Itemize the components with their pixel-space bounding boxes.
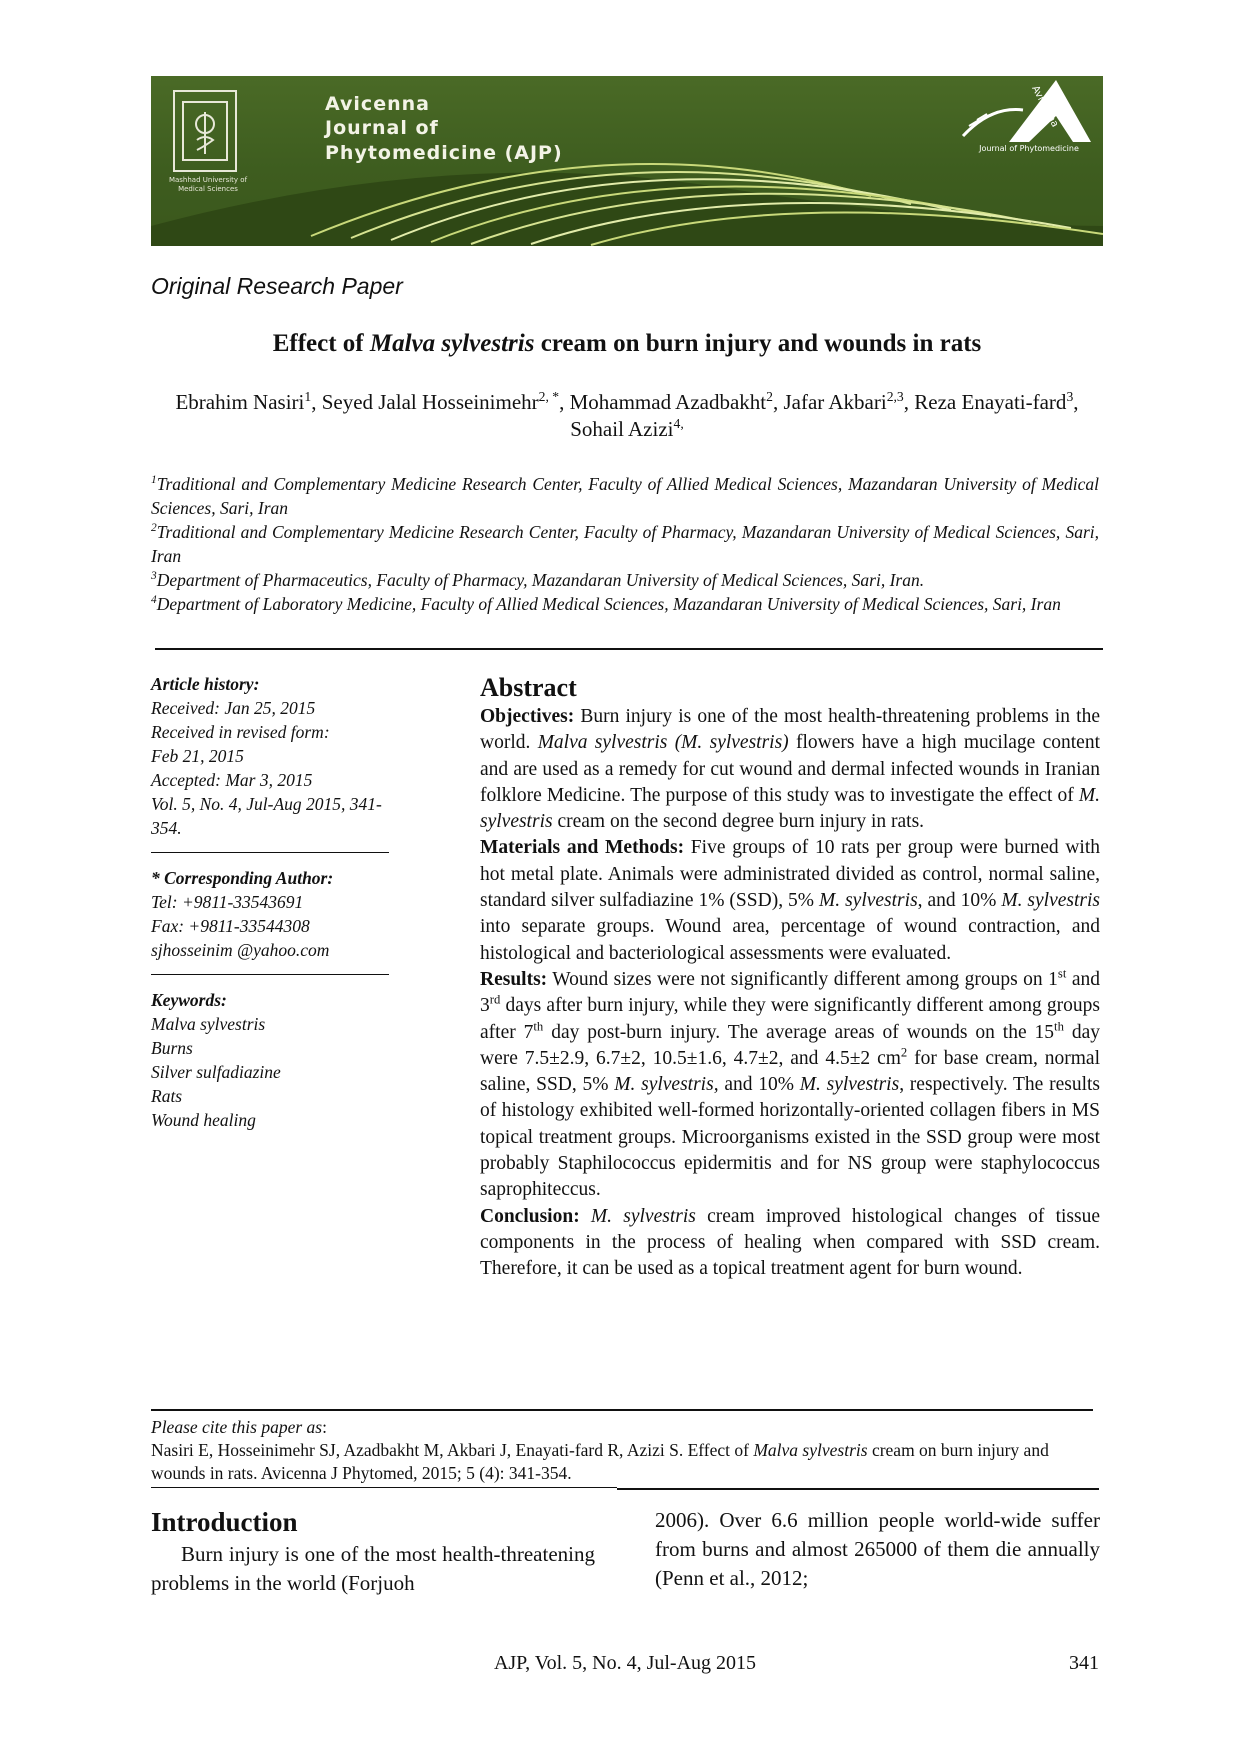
- author: Mohammad Azadbakht: [569, 390, 767, 414]
- abstract-objectives: Objectives: Burn injury is one of the most health-threatening problems in the world. Malva sylvestris (M. sylvestris) flowers have a high mucilage content and are used as a remedy for cut wound and dermal infected wounds in Iranian folklore Medicine. The purpose of this study was to investigate the effect of M. sylvestris cream on the second degree burn injury in rats.: [480, 706, 1101, 833]
- keyword: Rats: [151, 1086, 183, 1106]
- avicenna-vertical-word: Avicenna: [1029, 84, 1061, 130]
- banner-wave-graphic: [151, 76, 1103, 246]
- intro-column-left: Burn injury is one of the most health-threatening problems in the world (Forjuoh: [151, 1542, 595, 1595]
- journal-name-line1: Avicenna: [325, 93, 430, 115]
- journal-logo-caption: Journal of Phytomedicine: [979, 144, 1079, 153]
- author: Ebrahim Nasiri: [175, 390, 305, 414]
- history-line: Vol. 5, No. 4, Jul-Aug 2015, 341-: [151, 794, 382, 814]
- abstract-results: Results: Wound sizes were not significantly different among groups on 1st and 3rd days after burn injury, while they were significantly different among groups after 7th day post-burn injury. The average areas of wounds on the 15th day were 7.5±2.9, 6.7±2, 10.5±1.6, 4.7±2, and 4.5±2 $cm^2$ for base cream, normal saline, SSD, 5% M. sylvestris, and 10% M. sylvestris, respectively. The results of histology exhibited well-formed horizontally-oriented collagen fibers in MS topical treatment groups. Microorganisms existed in the SSD group were most probably Staphilococcus epidermitis and for NS group were staphylococcus saprophiteccus.: [480, 966, 1101, 1201]
- keyword: Wound healing: [151, 1110, 256, 1130]
- history-line: Received in revised form:: [151, 722, 330, 742]
- contact-line: sjhosseinim @yahoo.com: [151, 940, 330, 960]
- author-list: Ebrahim Nasiri$^1$, Seyed Jalal Hosseinimehr$^{2, *}$, Mohammad Azadbakht$^2$, Jafar Akbari$^{2,3}$, Reza Enayati-fard$^3$, Sohail Azizi$^{4,}$: [175, 389, 1079, 441]
- keywords-heading: Keywords:: [151, 990, 227, 1010]
- citation-top-divider: [151, 1409, 1093, 1411]
- citation-bottom-divider-right: [617, 1488, 1099, 1490]
- citation-text: Nasiri E, Hosseinimehr SJ, Azadbakht M, Akbari J, Enayati-fard R, Azizi S. Effect of Malva sylvestris cream on burn injury and wounds in rats. Avicenna J Phytomed, 2015; 5 (4): 341-354.: [151, 1440, 1049, 1483]
- affiliations: [151, 472, 1099, 616]
- journal-name-line2: Journal of: [325, 117, 439, 139]
- citation-block: Please cite this paper as: Nasiri E, Hosseinimehr SJ, Azadbakht M, Akbari J, Enayati-fard R, Azizi S. Effect of Malva sylvestris cream on burn injury and wounds in rats. Avicenna J Phytomed, 2015; 5 (4): 341-354.: [151, 1416, 1099, 1485]
- paper-title: Effect of Malva sylvestris cream on burn injury and wounds in rats: [272, 330, 982, 357]
- introduction-heading: Introduction: [151, 1507, 298, 1537]
- affiliation-item: $^1$Traditional and Complementary Medicine Research Center, Faculty of Allied Medical Sciences, Mazandaran University of Medical Sciences, Sari, Iran: [151, 474, 1099, 518]
- university-caption: Mashhad University of Medical Sciences: [168, 176, 248, 193]
- abstract-conclusion: Conclusion: M. sylvestris cream improved histological changes of tissue components in the process of healing when compared with SSD cream. Therefore, it can be used as a topical treatment agent for burn wound.: [480, 1205, 1100, 1280]
- article-info-sidebar: [151, 672, 441, 1132]
- abstract-section: [480, 672, 1100, 1283]
- affiliation-item: $^2$Traditional and Complementary Medicine Research Center, Faculty of Pharmacy, Mazandaran University of Medical Sciences, Sari, Iran: [151, 522, 1099, 566]
- footer-journal-info: AJP, Vol. 5, No. 4, Jul-Aug 2015: [493, 1652, 757, 1674]
- header-divider: [155, 648, 1103, 650]
- sidebar-divider: [151, 974, 389, 975]
- abstract-methods: Materials and Methods: Five groups of 10 rats per group were burned with hot metal plate. Animals were administrated divided as control, normal saline, standard silver sulfadiazine 1% (SSD), 5% M. sylvestris, and 10% M. sylvestris into separate groups. Wound area, percentage of wound contraction, and histological and bacteriological assessments were evaluated.: [480, 837, 1100, 964]
- sidebar-divider: [151, 852, 389, 853]
- page-number: 341: [1069, 1652, 1099, 1674]
- history-line: 354.: [151, 818, 182, 838]
- journal-name-line3: Phytomedicine (AJP): [325, 142, 563, 164]
- affiliation-item: $^4$Department of Laboratory Medicine, Faculty of Allied Medical Sciences, Mazandaran University of Medical Sciences, Sari, Iran: [151, 594, 1061, 614]
- citation-label: Please cite this paper as: [151, 1417, 323, 1437]
- corresponding-author-heading: * Corresponding Author:: [151, 868, 334, 888]
- history-line: Received: Jan 25, 2015: [151, 698, 316, 718]
- university-seal-icon: [173, 90, 237, 172]
- history-line: Accepted: Mar 3, 2015: [151, 770, 313, 790]
- journal-banner: [151, 76, 1103, 246]
- author: Jafar Akbari: [783, 390, 887, 414]
- citation-bottom-divider-left: [151, 1487, 617, 1488]
- article-history-heading: Article history:: [151, 674, 260, 694]
- history-line: Feb 21, 2015: [151, 746, 244, 766]
- contact-line: Tel: +9811-33543691: [151, 892, 304, 912]
- contact-line: Fax: +9811-33544308: [151, 916, 310, 936]
- keyword: Burns: [151, 1038, 193, 1058]
- author: Reza Enayati-fard: [914, 390, 1067, 414]
- keyword: Malva sylvestris: [151, 1014, 266, 1034]
- author: Sohail Azizi: [570, 417, 674, 441]
- paper-type: Original Research Paper: [151, 273, 403, 299]
- affiliation-item: $^3$Department of Pharmaceutics, Faculty of Pharmacy, Mazandaran University of Medical Sciences, Sari, Iran.: [151, 570, 925, 590]
- intro-column-right: 2006). Over 6.6 million people world-wide suffer from burns and almost 265000 of them die annually (Penn et al., 2012;: [655, 1508, 1100, 1590]
- keyword: Silver sulfadiazine: [151, 1062, 281, 1082]
- author: Seyed Jalal Hosseinimehr: [321, 390, 539, 414]
- abstract-heading: Abstract: [480, 673, 577, 702]
- avicenna-triangle-logo-icon: [963, 80, 1091, 142]
